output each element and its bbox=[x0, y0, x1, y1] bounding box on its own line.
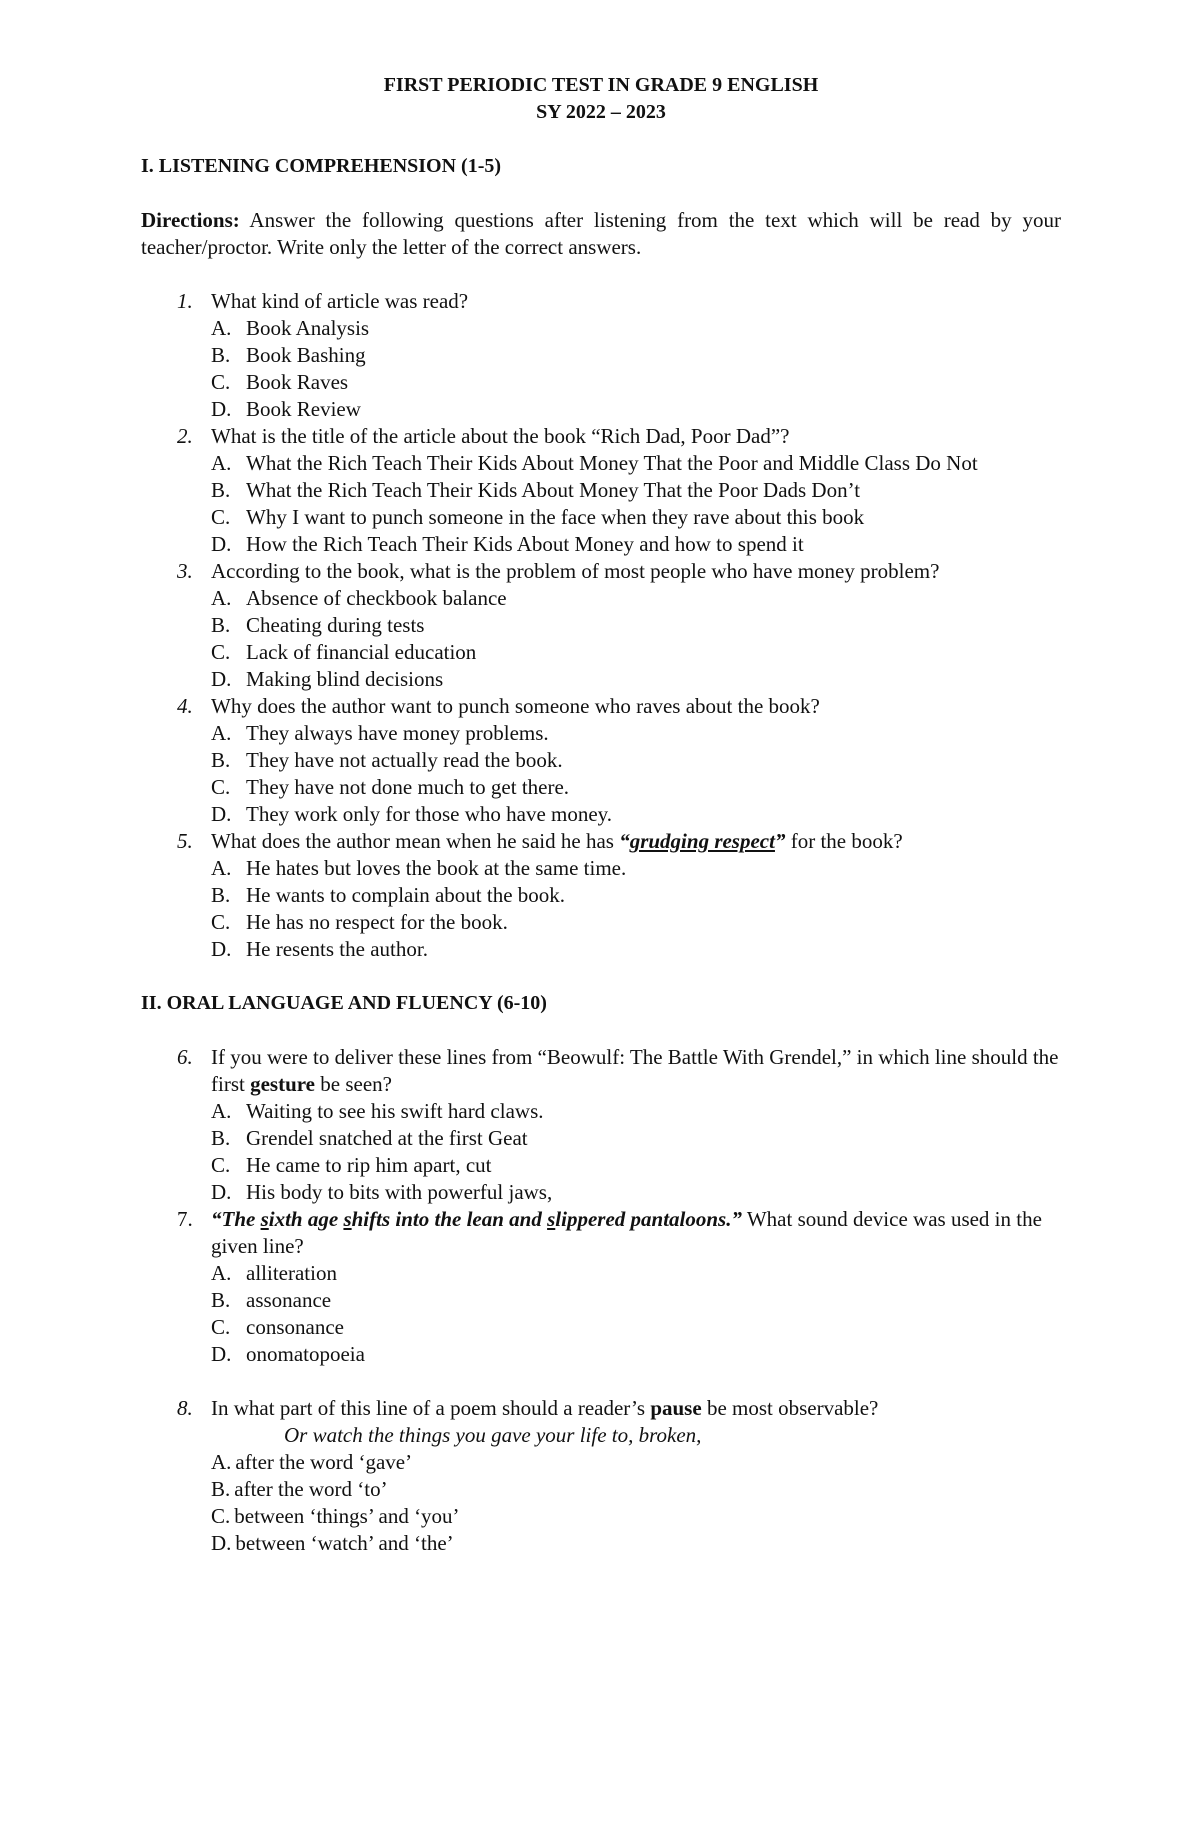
option-letter: D. bbox=[211, 532, 232, 556]
question-text bbox=[211, 828, 1061, 855]
option-text: He has no respect for the book. bbox=[246, 910, 508, 934]
option-c bbox=[211, 504, 1061, 531]
option-letter: D. bbox=[211, 1342, 232, 1366]
quote-part: hifts into the lean and bbox=[351, 1207, 548, 1231]
underlined-letter: s bbox=[547, 1207, 556, 1231]
option-letter: B. bbox=[211, 1288, 231, 1312]
option-letter: B. bbox=[211, 748, 231, 772]
document-title: FIRST PERIODIC TEST IN GRADE 9 ENGLISH bbox=[383, 74, 819, 96]
option-letter: A. bbox=[211, 721, 232, 745]
question-text-part: What does the author mean when he said he has bbox=[211, 829, 620, 853]
option-text: assonance bbox=[246, 1288, 332, 1312]
option-b bbox=[211, 1125, 1061, 1152]
option-text: after the word ‘to’ bbox=[234, 1477, 388, 1501]
poem-line: Or watch the things you gave your life to, broken, bbox=[284, 1423, 702, 1447]
option-text: Grendel snatched at the first Geat bbox=[246, 1126, 528, 1150]
option-a bbox=[211, 450, 1061, 477]
option-letter: C. bbox=[211, 505, 231, 529]
option-text: They have not actually read the book. bbox=[246, 748, 563, 772]
options-list bbox=[211, 1260, 1061, 1368]
option-text: Book Raves bbox=[246, 370, 349, 394]
option-c bbox=[211, 1152, 1061, 1179]
option-b bbox=[211, 882, 1061, 909]
option-a bbox=[211, 585, 1061, 612]
option-d bbox=[211, 531, 1061, 558]
option-d bbox=[211, 1341, 1061, 1368]
question-text bbox=[211, 1206, 1061, 1260]
option-text: How the Rich Teach Their Kids About Money and how to spend it bbox=[246, 532, 804, 556]
question-number: 6. bbox=[177, 1045, 193, 1069]
option-b bbox=[211, 1476, 1061, 1503]
option-d bbox=[211, 936, 1061, 963]
question-text-part: be seen? bbox=[315, 1072, 392, 1096]
option-text: alliteration bbox=[246, 1261, 337, 1285]
quoted-line bbox=[211, 1207, 742, 1231]
option-text: Book Analysis bbox=[246, 316, 370, 340]
option-d bbox=[211, 1179, 1061, 1206]
option-text: consonance bbox=[246, 1315, 344, 1339]
option-d bbox=[211, 801, 1061, 828]
question-text-part: What sound device was used in the given line? bbox=[211, 1207, 1042, 1258]
question-text-part: be most observable? bbox=[701, 1396, 879, 1420]
underlined-letter: s bbox=[343, 1207, 352, 1231]
option-text: Lack of financial education bbox=[246, 640, 477, 664]
option-text: Making blind decisions bbox=[246, 667, 444, 691]
option-letter: B. bbox=[211, 1477, 231, 1501]
question-4 bbox=[141, 693, 1061, 828]
question-text bbox=[211, 1044, 1061, 1098]
question-7 bbox=[141, 1206, 1061, 1368]
option-text: They always have money problems. bbox=[246, 721, 549, 745]
option-letter: A. bbox=[211, 451, 232, 475]
option-letter: B. bbox=[211, 343, 231, 367]
emphasized-term: grudging respect bbox=[629, 829, 775, 853]
option-letter: C. bbox=[211, 370, 231, 394]
option-text: He came to rip him apart, cut bbox=[246, 1153, 492, 1177]
directions bbox=[141, 207, 1061, 261]
option-text: He hates but loves the book at the same time. bbox=[246, 856, 627, 880]
option-letter: B. bbox=[211, 613, 231, 637]
option-letter: B. bbox=[211, 883, 231, 907]
question-text: According to the book, what is the problem of most people who have money problem? bbox=[211, 559, 940, 583]
option-text: Book Bashing bbox=[246, 343, 366, 367]
option-a bbox=[211, 720, 1061, 747]
option-text: Why I want to punch someone in the face when they rave about this book bbox=[246, 505, 865, 529]
option-text: His body to bits with powerful jaws, bbox=[246, 1180, 553, 1204]
question-3 bbox=[141, 558, 1061, 693]
question-text: Why does the author want to punch someone who raves about the book? bbox=[211, 694, 820, 718]
option-text: He wants to complain about the book. bbox=[246, 883, 566, 907]
option-a bbox=[211, 1260, 1061, 1287]
option-a bbox=[211, 855, 1061, 882]
question-number: 3. bbox=[177, 559, 193, 583]
option-letter: A. bbox=[211, 856, 232, 880]
option-letter: C. bbox=[211, 1504, 231, 1528]
question-1 bbox=[141, 288, 1061, 423]
option-b bbox=[211, 1287, 1061, 1314]
quote-part: “The bbox=[211, 1207, 261, 1231]
question-number: 4. bbox=[177, 694, 193, 718]
question-2 bbox=[141, 423, 1061, 558]
option-letter: C. bbox=[211, 910, 231, 934]
quote-part: ixth age bbox=[268, 1207, 344, 1231]
option-c bbox=[211, 1503, 1061, 1530]
option-text: He resents the author. bbox=[246, 937, 428, 961]
options-list bbox=[211, 1449, 1061, 1557]
directions-label: Directions: bbox=[141, 208, 240, 232]
option-b bbox=[211, 747, 1061, 774]
option-letter: C. bbox=[211, 1153, 231, 1177]
option-letter: A. bbox=[211, 1450, 232, 1474]
section-heading-oral: II. ORAL LANGUAGE AND FLUENCY (6-10) bbox=[141, 992, 547, 1014]
option-letter: C. bbox=[211, 1315, 231, 1339]
option-text: What the Rich Teach Their Kids About Money That the Poor and Middle Class Do Not bbox=[246, 451, 978, 475]
question-number: 7. bbox=[177, 1207, 193, 1231]
question-5 bbox=[141, 828, 1061, 963]
option-c bbox=[211, 909, 1061, 936]
option-a bbox=[211, 1449, 1061, 1476]
option-c bbox=[211, 774, 1061, 801]
option-letter: C. bbox=[211, 640, 231, 664]
option-text: Absence of checkbook balance bbox=[246, 586, 507, 610]
question-text bbox=[211, 1395, 1061, 1422]
option-text: They have not done much to get there. bbox=[246, 775, 570, 799]
directions-text: Answer the following questions after listening from the text which will be read by your teacher/proctor. Write only the letter of the correct answers. bbox=[141, 208, 1061, 259]
option-letter: A. bbox=[211, 316, 232, 340]
options-list bbox=[211, 315, 1061, 423]
question-number: 8. bbox=[177, 1396, 193, 1420]
question-text-part: In what part of this line of a poem should a reader’s bbox=[211, 1396, 651, 1420]
option-letter: C. bbox=[211, 775, 231, 799]
option-d bbox=[211, 666, 1061, 693]
option-letter: D. bbox=[211, 1180, 232, 1204]
option-a bbox=[211, 1098, 1061, 1125]
option-d bbox=[211, 396, 1061, 423]
quote-part: lippered pantaloons.” bbox=[555, 1207, 742, 1231]
option-text: Waiting to see his swift hard claws. bbox=[246, 1099, 544, 1123]
question-number: 2. bbox=[177, 424, 193, 448]
option-letter: D. bbox=[211, 802, 232, 826]
option-letter: D. bbox=[211, 667, 232, 691]
question-number: 5. bbox=[177, 829, 193, 853]
bold-term: pause bbox=[650, 1396, 702, 1420]
option-d bbox=[211, 1530, 1061, 1557]
question-8 bbox=[141, 1395, 1061, 1557]
option-text: What the Rich Teach Their Kids About Money That the Poor Dads Don’t bbox=[246, 478, 861, 502]
emphasized-phrase bbox=[619, 829, 785, 853]
question-text: What is the title of the article about the book “Rich Dad, Poor Dad”? bbox=[211, 424, 790, 448]
bold-term: gesture bbox=[250, 1072, 316, 1096]
section-heading-listening: I. LISTENING COMPREHENSION (1-5) bbox=[141, 155, 502, 177]
school-year: SY 2022 – 2023 bbox=[536, 101, 666, 123]
options-list bbox=[211, 855, 1061, 963]
question-number: 1. bbox=[177, 289, 193, 313]
option-b bbox=[211, 342, 1061, 369]
options-list bbox=[211, 585, 1061, 693]
question-text: What kind of article was read? bbox=[211, 289, 469, 313]
options-list bbox=[211, 1098, 1061, 1206]
options-list bbox=[211, 720, 1061, 828]
option-text: Cheating during tests bbox=[246, 613, 425, 637]
question-text-part: If you were to deliver these lines from “Beowulf: The Battle With Grendel,” in which line should the first bbox=[211, 1045, 1059, 1096]
quote-close: ” bbox=[774, 829, 786, 853]
option-letter: D. bbox=[211, 937, 232, 961]
option-text: between ‘watch’ and ‘the’ bbox=[235, 1531, 454, 1555]
option-text: They work only for those who have money. bbox=[246, 802, 613, 826]
option-text: onomatopoeia bbox=[246, 1342, 365, 1366]
option-b bbox=[211, 477, 1061, 504]
underlined-letter: s bbox=[260, 1207, 269, 1231]
question-text-part: for the book? bbox=[785, 829, 903, 853]
options-list bbox=[211, 450, 1061, 558]
option-letter: A. bbox=[211, 1099, 232, 1123]
option-c bbox=[211, 1314, 1061, 1341]
option-letter: D. bbox=[211, 1531, 232, 1555]
option-b bbox=[211, 612, 1061, 639]
option-letter: B. bbox=[211, 1126, 231, 1150]
question-6 bbox=[141, 1044, 1061, 1206]
option-text: between ‘things’ and ‘you’ bbox=[234, 1504, 460, 1528]
quote-open: “ bbox=[619, 829, 630, 853]
option-c bbox=[211, 639, 1061, 666]
option-letter: A. bbox=[211, 586, 232, 610]
option-text: Book Review bbox=[246, 397, 361, 421]
option-c bbox=[211, 369, 1061, 396]
option-letter: D. bbox=[211, 397, 232, 421]
document-content bbox=[141, 72, 1061, 1557]
option-letter: B. bbox=[211, 478, 231, 502]
option-text: after the word ‘gave’ bbox=[235, 1450, 413, 1474]
option-letter: A. bbox=[211, 1261, 232, 1285]
option-a bbox=[211, 315, 1061, 342]
